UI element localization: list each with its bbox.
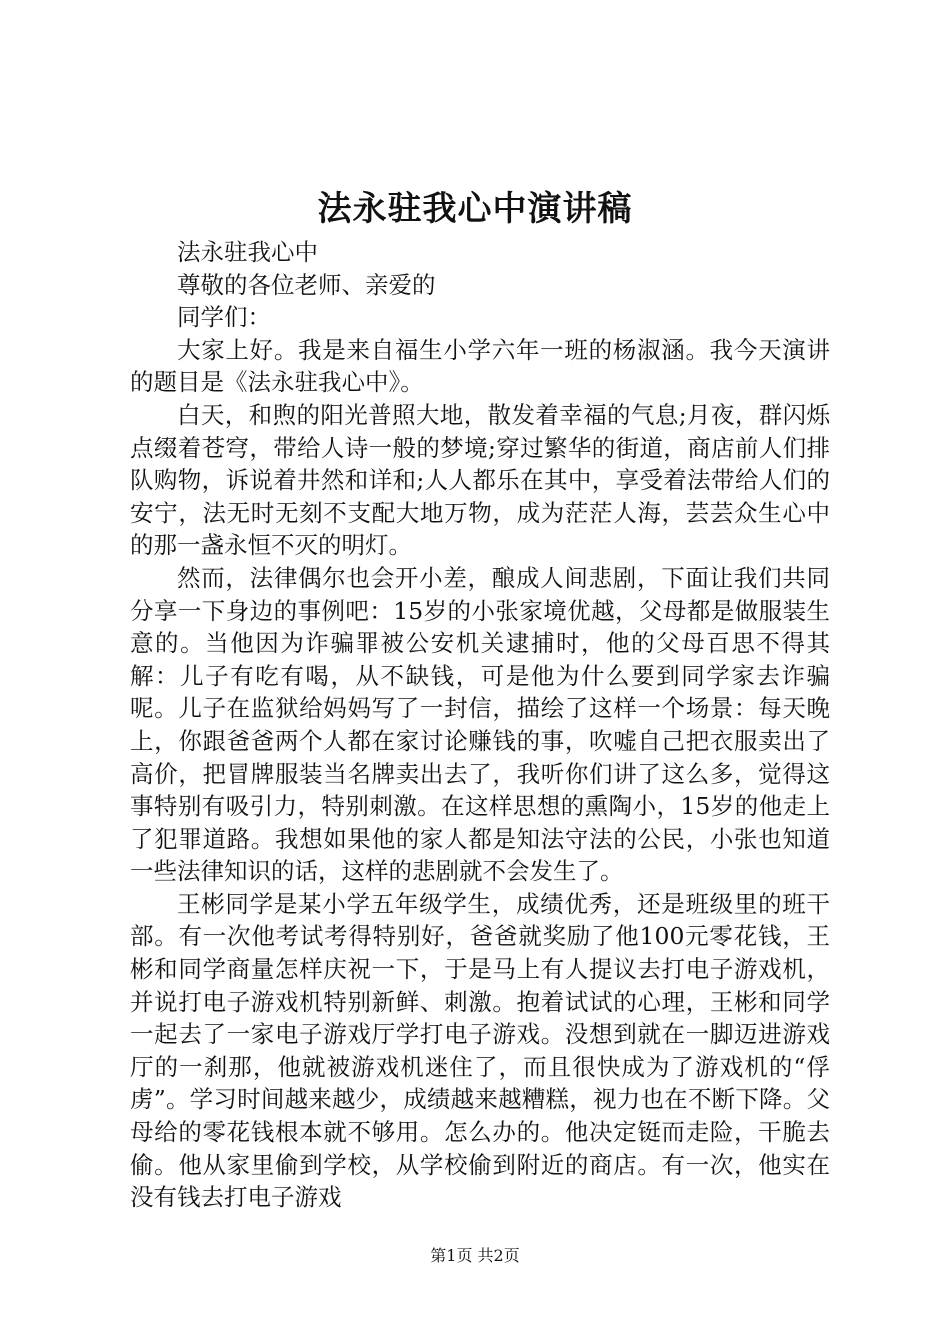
paragraph-subtitle: 法永驻我心中 bbox=[177, 238, 318, 266]
paragraph-case-zhang: 然而，法律偶尔也会开小差，酿成人间悲剧，下面让我们共同分享一下身边的事例吧：15岁的小张家境优越，父母都是做服装生意的。当他因为诈骗罪被公安机关逮捕时，他的父母百思不得其解：儿子有吃有喝，从不缺钱，可是他为什么要到同学家去诈骗呢。儿子在监狱给妈妈写了一封信，描绘了这样一个场景：每天晚上，你跟爸爸两个人都在家讨论赚钱的事，吹嘘自己把衣服卖出了高价，把冒牌服装当名牌卖出去了，我听你们讲了这么多，觉得这事特别有吸引力，特别刺激。在这样思想的熏陶小，15岁的他走上了犯罪道路。我想如果他的家人都是知法守法的公民，小张也知道一些法律知识的话，这样的悲剧就不会发生了。 bbox=[130, 563, 830, 886]
document-body bbox=[130, 236, 830, 1214]
page-footer: 第1页 共2页 bbox=[430, 1246, 520, 1265]
paragraph-salutation: 尊敬的各位老师、亲爱的 bbox=[177, 270, 436, 299]
document-title: 法永驻我心中演讲稿 bbox=[317, 189, 633, 229]
paragraph-salutation-cont: 同学们： bbox=[177, 303, 271, 332]
paragraph-case-wangbin: 王彬同学是某小学五年级学生，成绩优秀，还是班级里的班干部。有一次他考试考得特别好，爸爸就奖励了他100元零花钱，王彬和同学商量怎样庆祝一下，于是马上有人提议去打电子游戏机，并说打电子游戏机特别新鲜、刺激。抱着试试的心理，王彬和同学一起去了一家电子游戏厅学打电子游戏。没想到就在一脚迈进游戏厅的一刹那，他就被游戏机迷住了，而且很快成为了游戏机的“俘虏”。学习时间越来越少，成绩越来越糟糕，视力也在不断下降。父母给的零花钱根本就不够用。怎么办的。他决定铤而走险，干脆去偷。他从家里偷到学校，从学校偷到附近的商店。有一次，他实在没有钱去打电子游戏 bbox=[130, 889, 830, 1212]
paragraph-daylight: 白天，和煦的阳光普照大地，散发着幸福的气息;月夜，群闪烁点缀着苍穹，带给人诗一般的梦境;穿过繁华的街道，商店前人们排队购物，诉说着井然和详和;人人都乐在其中，享受着法带给人们的安宁，法无时无刻不支配大地万物，成为茫茫人海，芸芸众生心中的那一盏永恒不灭的明灯。 bbox=[130, 400, 830, 560]
paragraph-intro: 大家上好。我是来自福生小学六年一班的杨淑涵。我今天演讲的题目是《法永驻我心中》。 bbox=[130, 335, 830, 397]
